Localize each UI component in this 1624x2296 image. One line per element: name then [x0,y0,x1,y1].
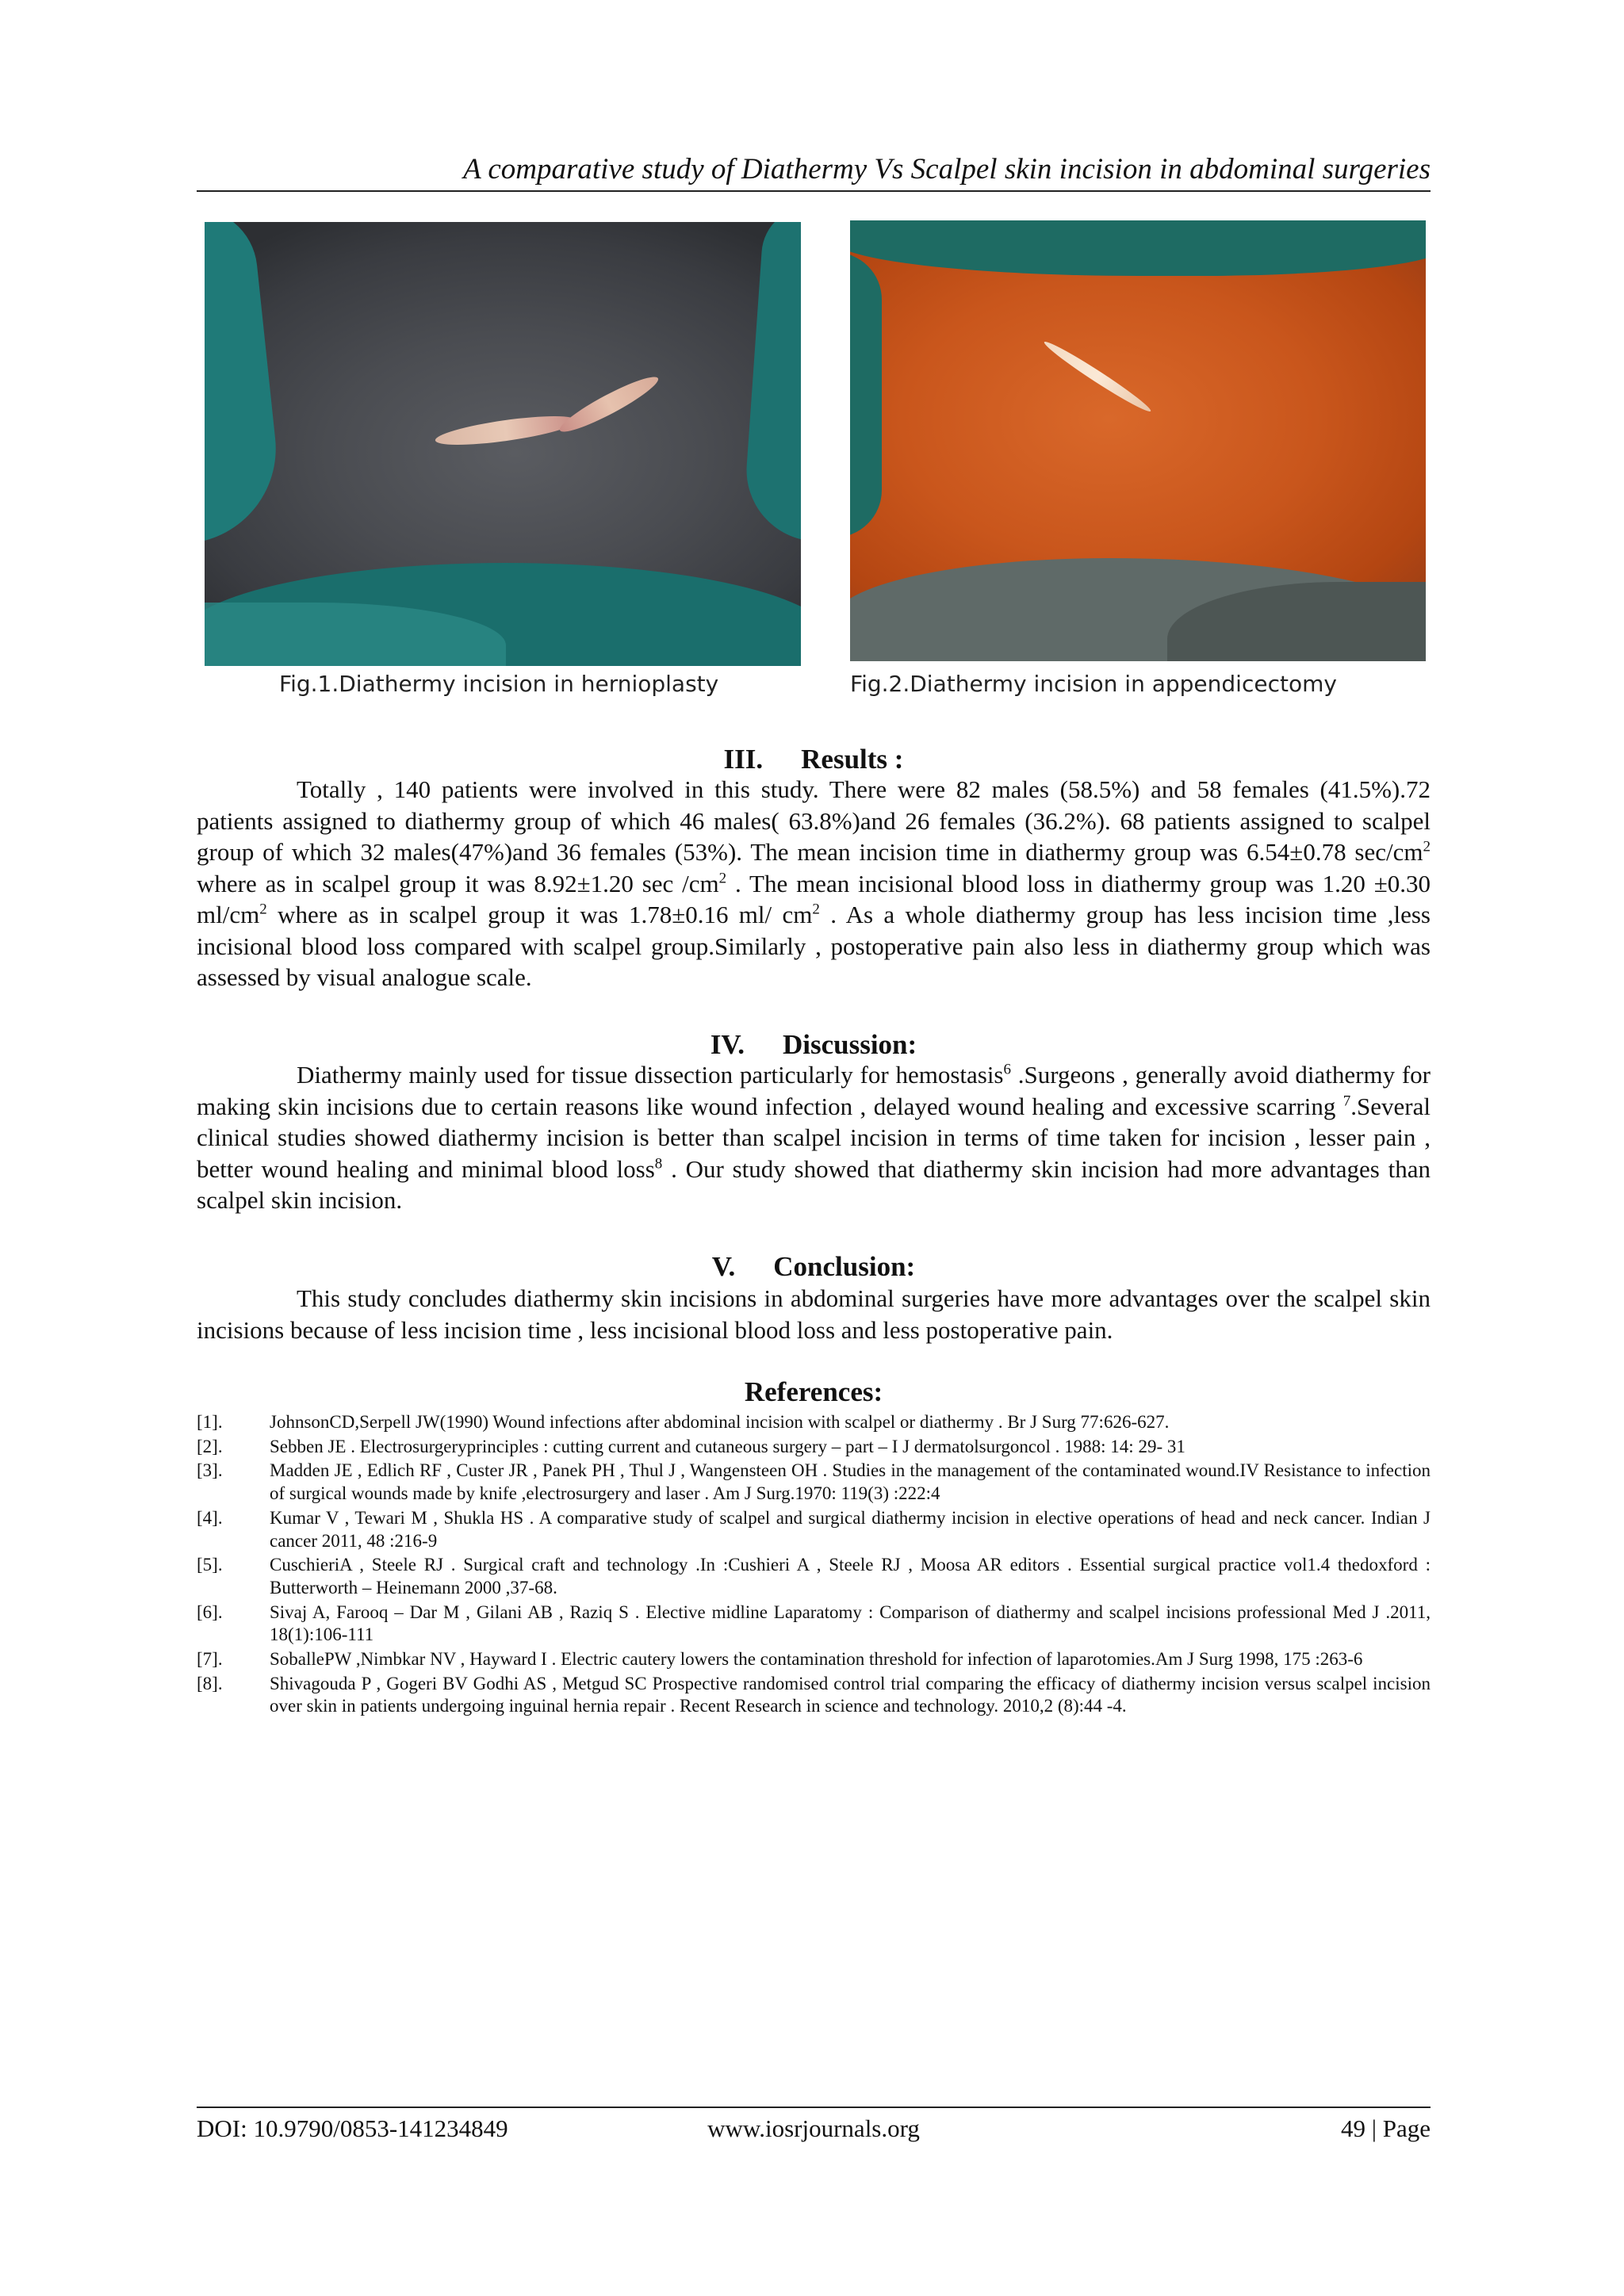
figure-1-photo [205,222,801,666]
page-footer [197,2112,1431,2149]
reference-item: [7]. SoballePW ,Nimbkar NV , Hayward I . Electric cautery lowers the contamination threshold for infection of laparotomies.Am J Surg 1998, 175 :263-6 [197,1649,1363,1670]
header-rule [197,190,1431,192]
reference-item: [4]. Kumar V , Tewari M , Shukla HS . A comparative study of scalpel and surgical diathermy incision in elective operations of head and neck cancer. Indian J cancer 2011, 48 :216-9 [197,1507,1431,1551]
section-title: Discussion: [782,1029,917,1060]
section-heading-results [197,742,1431,777]
discussion-paragraph: Diathermy mainly used for tissue dissection particularly for hemostasis$^6$ .Surgeons , generally avoid diathermy for making skin incisions due to certain reasons like wound infection , delayed wound healing and excessive scarring $^7$.Several clinical studies showed diathermy incision is better than scalpel incision in terms of time taken for incision , lesser pain , better wound healing and minimal blood loss$^8$ . Our study showed that diathermy skin incision had more advantages than scalpel skin incision. [197,1061,1431,1214]
references-heading: References: [744,1376,883,1407]
reference-item: [5]. CuschieriA , Steele RJ . Surgical craft and technology .In :Cushieri A , Steele RJ , Moosa AR editors . Essential surgical practice vol1.4 thedoxford : Butterworth – Heinemann 2000 ,37-68. [197,1555,1431,1598]
section-title: Conclusion: [773,1251,916,1282]
reference-item: [2]. Sebben JE . Electrosurgeryprinciples : cutting current and cutaneous surgery – part – I J dermatolsurgoncol . 1988: 14: 29- 31 [197,1436,1185,1456]
section-number: IV. [710,1029,745,1060]
results-paragraph: Totally , 140 patients were involved in this study. There were 82 males (58.5%) and 58 females (41.5%).72 patients assigned to diathermy group of which 46 males( 63.8%)and 26 females (36.2%). 68 patients assigned to scalpel group of which 32 males(47%)and 36 females (53%). The mean incision time in diathermy group was 6.54±0.78 $\sec/cm^2$ where as in scalpel group it was 8.92±1.20 $\sec /cm^2$ . The mean incisional blood loss in diathermy group was 1.20 ±0.30 $ml/cm^2$ where as in scalpel group it was 1.78±0.16 ml/ $cm^2$ . As a whole diathermy group has less incision time ,less incisional blood loss compared with scalpel group.Similarly , postoperative pain also less in diathermy group which was assessed by visual analogue scale. [197,775,1431,991]
page-number: 49 | Page [1341,2114,1431,2142]
section-number: III. [723,744,764,775]
journal-website-link[interactable]: www.iosrjournals.org [707,2114,920,2142]
section-heading-conclusion [197,1249,1431,1284]
footer-rule [197,2107,1431,2108]
references-list [197,1411,1431,1720]
figure-2-caption: Fig.2.Diathermy incision in appendicectomy [850,671,1337,697]
journal-page [197,0,1431,2296]
section-number: V. [711,1251,736,1282]
section-heading-discussion [197,1027,1431,1062]
section-title: Results : [801,744,904,775]
doi-text: DOI: 10.9790/0853-141234849 [197,2114,508,2142]
running-head: A comparative study of Diathermy Vs Scalpel skin incision in abdominal surgeries [463,153,1431,186]
reference-item: [3]. Madden JE , Edlich RF , Custer JR , Panek PH , Thul J , Wangensteen OH . Studies in the management of the contaminated wound.IV Resistance to infection of surgical wounds made by knife ,electrosurgery and laser . Am J Surg.1970: 119(3) :222:4 [197,1460,1431,1504]
reference-item: [1]. JohnsonCD,Serpell JW(1990) Wound infections after abdominal incision with scalpel or diathermy . Br J Surg 77:626-627. [197,1412,1170,1432]
figure-2-photo [850,220,1426,661]
conclusion-paragraph: This study concludes diathermy skin incisions in abdominal surgeries have more advantages over the scalpel skin incisions because of less incision time , less incisional blood loss and less postoperative pain. [197,1284,1431,1344]
reference-item: [6]. Sivaj A, Farooq – Dar M , Gilani AB , Raziq S . Elective midline Laparatomy : Comparison of diathermy and scalpel incisions professional Med J .2011, 18(1):106-111 [197,1601,1431,1645]
figure-1-caption: Fig.1.Diathermy incision in hernioplasty [279,671,719,697]
reference-item: [8]. Shivagouda P , Gogeri BV Godhi AS , Metgud SC Prospective randomised control trial comparing the efficacy of diathermy incision versus scalpel incision over skin in patients undergoing inguinal hernia repair . Recent Research in science and technology. 2010,2 (8):44 -4. [197,1673,1431,1716]
